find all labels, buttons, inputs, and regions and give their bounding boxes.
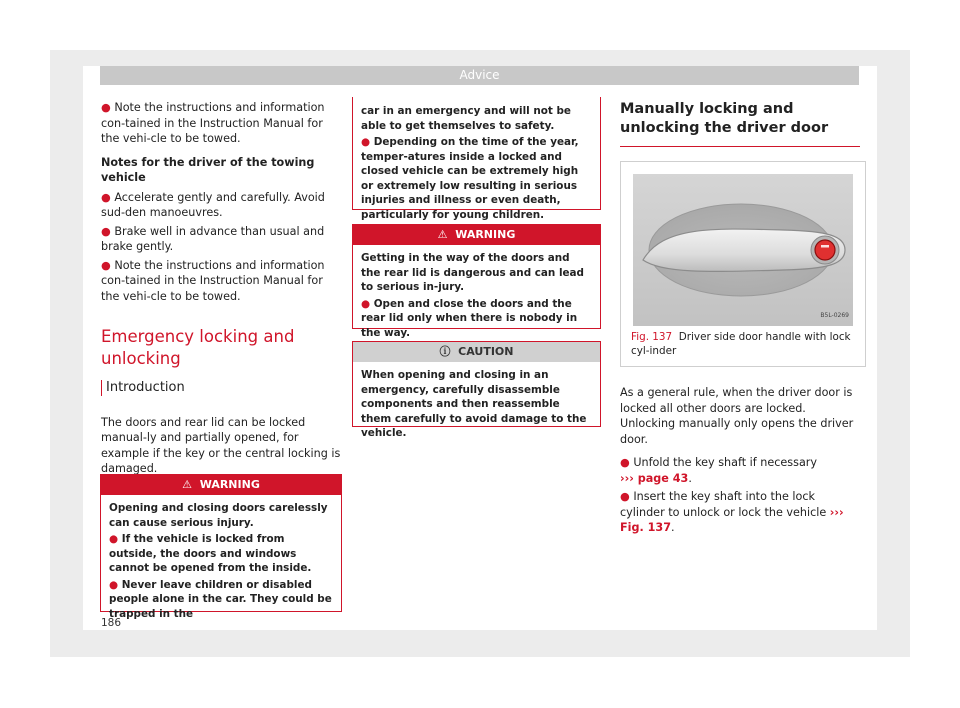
warning-bullet-text: If the vehicle is locked from outside, the doors and windows cannot be opened from the inside. — [109, 533, 312, 574]
paragraph-text: Note the instructions and information con-tained in the Instruction Manual for the vehi-cle to be towed. — [101, 101, 325, 145]
warning-continued-text: car in an emergency and will not be able to get themselves to safety. — [361, 105, 571, 132]
caution-body: When opening and closing in an emergency, carefully disassemble components and then reassemble them carefully to avoid damage to the vehicle. — [361, 369, 587, 439]
bullet-item: ● Note the instructions and information con-tained in the Instruction Manual for the vehi-cle to be towed. — [101, 258, 325, 303]
warning-label: WARNING — [455, 228, 516, 241]
warning-text: Opening and closing doors carelessly can cause serious injury. — [109, 502, 328, 529]
warning-icon: ⚠ — [437, 228, 448, 241]
warning-bullet: ● If the vehicle is locked from outside, the doors and windows cannot be opened from the inside. — [109, 533, 312, 574]
bullet-item: ● Unfold the key shaft if necessary ››› page 43. — [620, 456, 818, 485]
warning-box-2 — [352, 224, 601, 339]
warning-label: WARNING — [199, 478, 260, 491]
section-title: Emergency locking and unlocking — [101, 327, 295, 368]
warning-text: Getting in the way of the doors and the rear lid is dangerous and can lead to serious in-jury. — [361, 252, 584, 293]
caution-box — [352, 341, 601, 439]
warning-body — [101, 495, 341, 628]
figure-link[interactable]: ››› Fig. 137 — [620, 505, 844, 534]
figure-code: B5L-0269 — [820, 311, 849, 319]
warning-body — [353, 245, 600, 347]
figure-caption — [621, 326, 865, 366]
warning-box — [100, 474, 342, 620]
right-column — [620, 100, 860, 536]
body-paragraph: As a general rule, when the driver door is locked all other doors are locked. Unlocking manually only opens the driver door. — [620, 386, 854, 446]
bullet-text: Insert the key shaft into the lock cylinder to unlock or lock the vehicle — [620, 490, 827, 519]
body-paragraph: The doors and rear lid can be locked manual-ly and partially opened, for example if the key or the central locking is damaged. — [101, 415, 341, 475]
bullet-text: Brake well in advance than usual and brake gently. — [101, 224, 325, 253]
bullet-text: Unfold the key shaft if necessary — [633, 456, 818, 469]
figure — [620, 161, 866, 367]
figure-number: Fig. 137 — [631, 331, 673, 343]
left-column — [101, 100, 341, 477]
door-handle-illustration — [633, 174, 853, 326]
bullet-item: ● Insert the key shaft into the lock cylinder to unlock or lock the vehicle ››› Fig. 137. — [620, 490, 844, 534]
caution-header — [353, 342, 600, 362]
info-icon: ⓘ — [439, 345, 451, 358]
bullet-item: ● Brake well in advance than usual and brake gently. — [101, 224, 325, 253]
warning-bullet-text: Never leave children or disabled people alone in the car. They could be trapped in the — [109, 578, 332, 620]
bullet-text: Accelerate gently and carefully. Avoid sud-den manoeuvres. — [101, 190, 325, 219]
page-link[interactable]: ››› page 43 — [620, 471, 689, 485]
warning-bullet: ● Never leave children or disabled people alone in the car. They could be trapped in the — [109, 578, 332, 620]
section-header: Advice — [100, 66, 859, 85]
notes-heading: Notes for the driver of the towing vehicle — [101, 155, 315, 184]
subsection-title: Introduction — [101, 380, 341, 396]
warning-icon: ⚠ — [182, 478, 193, 491]
bullet-paragraph: ● Note the instructions and information con-tained in the Instruction Manual for the vehi-cle to be towed. — [101, 101, 325, 145]
bullet-text: Note the instructions and information con-tained in the Instruction Manual for the vehi-cle to be towed. — [101, 258, 325, 303]
figure-caption-text: Driver side door handle with lock cyl-inder — [631, 331, 851, 357]
bullet-item: ● Accelerate gently and carefully. Avoid sud-den manoeuvres. — [101, 190, 325, 219]
door-handle-image — [633, 174, 853, 326]
warning-header — [353, 225, 600, 245]
page-number: 186 — [101, 617, 122, 629]
warning-bullet: ● Open and close the doors and the rear lid only when there is nobody in the way. — [361, 297, 578, 339]
right-section-title: Manually locking and unlocking the driver door — [620, 100, 860, 147]
warning-box-continued — [352, 97, 601, 221]
warning-continued-body — [353, 97, 600, 229]
caution-label: CAUTION — [458, 345, 514, 358]
warning-header — [101, 475, 341, 495]
warning-bullet-text: Open and close the doors and the rear lid only when there is nobody in the way. — [361, 297, 578, 339]
warning-bullet-text: Depending on the time of the year, temper-atures inside a locked and closed vehicle can be extremely high or extremely low resulting in serious injuries and illness or even death, particularly for young children. — [361, 136, 579, 221]
warning-bullet: ● Depending on the time of the year, temper-atures inside a locked and closed vehicle can be extremely high or extremely low resulting in serious injuries and illness or even death, particularly for young children. — [361, 136, 579, 221]
